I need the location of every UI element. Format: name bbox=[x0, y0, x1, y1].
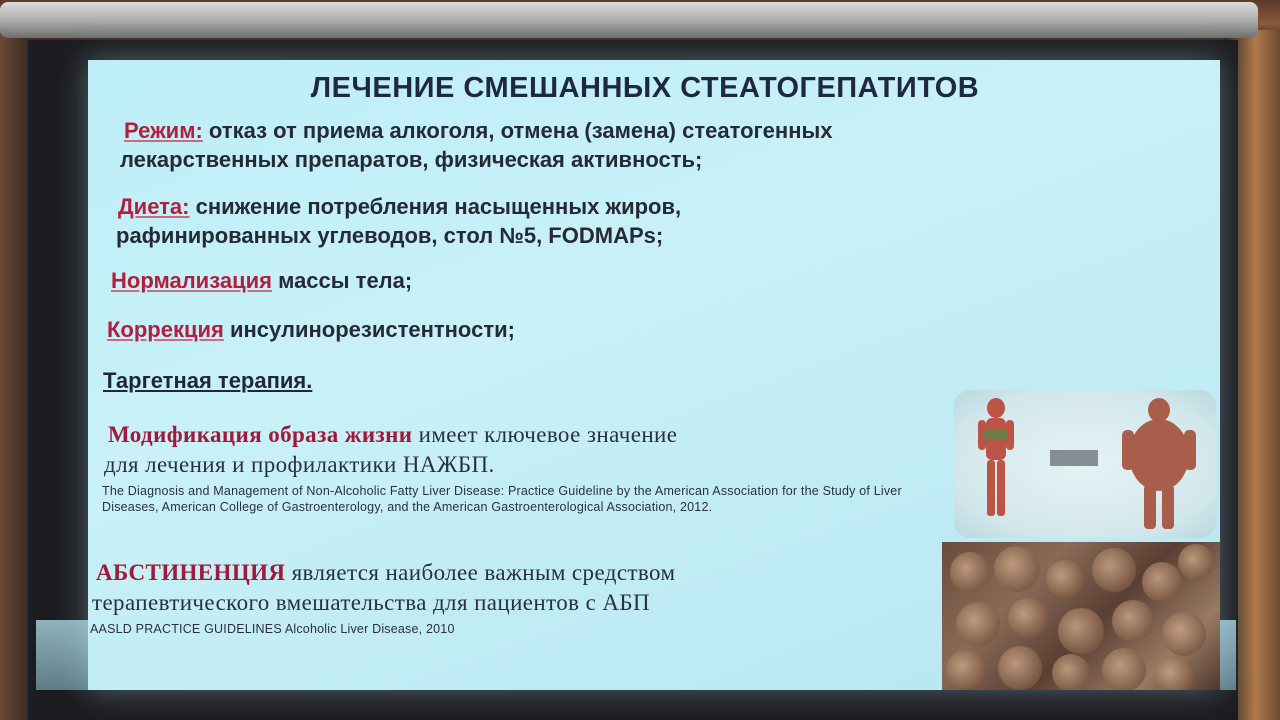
item-regime-keyword: Режим: bbox=[124, 118, 203, 143]
abstinence-text: является наиболее важным средством bbox=[285, 560, 676, 585]
wall-left bbox=[0, 30, 30, 720]
item-regime-line2: лекарственных препаратов, физическая активность; bbox=[120, 147, 703, 172]
item-diet-text: снижение потребления насыщенных жиров, bbox=[189, 194, 682, 219]
item-regime bbox=[120, 118, 833, 173]
item-targeted-title: Таргетная терапия. bbox=[103, 368, 313, 393]
abstinence-line2: терапевтического вмешательства для пациентов с АБП bbox=[92, 590, 650, 615]
item-correction-keyword: Коррекция bbox=[107, 317, 224, 342]
item-normalization bbox=[111, 268, 412, 294]
lifestyle-keyword: Модификация образа жизни bbox=[108, 422, 413, 447]
item-diet-line2: рафинированных углеводов, стол №5, FODMAPs; bbox=[116, 223, 664, 248]
abstinence-reference: AASLD PRACTICE GUIDELINES Alcoholic Liver Disease, 2010 bbox=[90, 622, 455, 636]
item-normalization-text: массы тела; bbox=[271, 268, 413, 293]
abstinence-keyword: АБСТИНЕНЦИЯ bbox=[96, 560, 286, 585]
lifestyle-statement bbox=[108, 422, 677, 448]
lifestyle-line2: для лечения и профилактики НАЖБП. bbox=[104, 452, 495, 477]
presentation-slide bbox=[88, 60, 1220, 690]
wine-corks-image bbox=[942, 542, 1220, 690]
fitness-comparison-image bbox=[954, 390, 1216, 538]
item-correction-text: инсулинорезистентности; bbox=[223, 317, 515, 342]
item-targeted bbox=[103, 368, 312, 394]
lifestyle-text: имеет ключевое значение bbox=[412, 422, 678, 447]
item-normalization-keyword: Нормализация bbox=[111, 268, 272, 293]
item-correction bbox=[107, 317, 515, 343]
item-diet bbox=[118, 194, 681, 249]
item-regime-text: отказ от приема алкоголя, отмена (замена) стеатогенных bbox=[202, 118, 833, 143]
item-diet-keyword: Диета: bbox=[118, 194, 190, 219]
projector-screen-roll bbox=[0, 2, 1258, 38]
lifestyle-reference: The Diagnosis and Management of Non-Alcoholic Fatty Liver Disease: Practice Guideline by the American Association for the Study of Liver Diseases, American College of Gastroenterology, and the American Gastroenterological Association, 2012. bbox=[102, 484, 902, 514]
abstinence-statement bbox=[96, 560, 675, 586]
slide-title: ЛЕЧЕНИЕ СМЕШАННЫХ СТЕАТОГЕПАТИТОВ bbox=[310, 72, 980, 104]
